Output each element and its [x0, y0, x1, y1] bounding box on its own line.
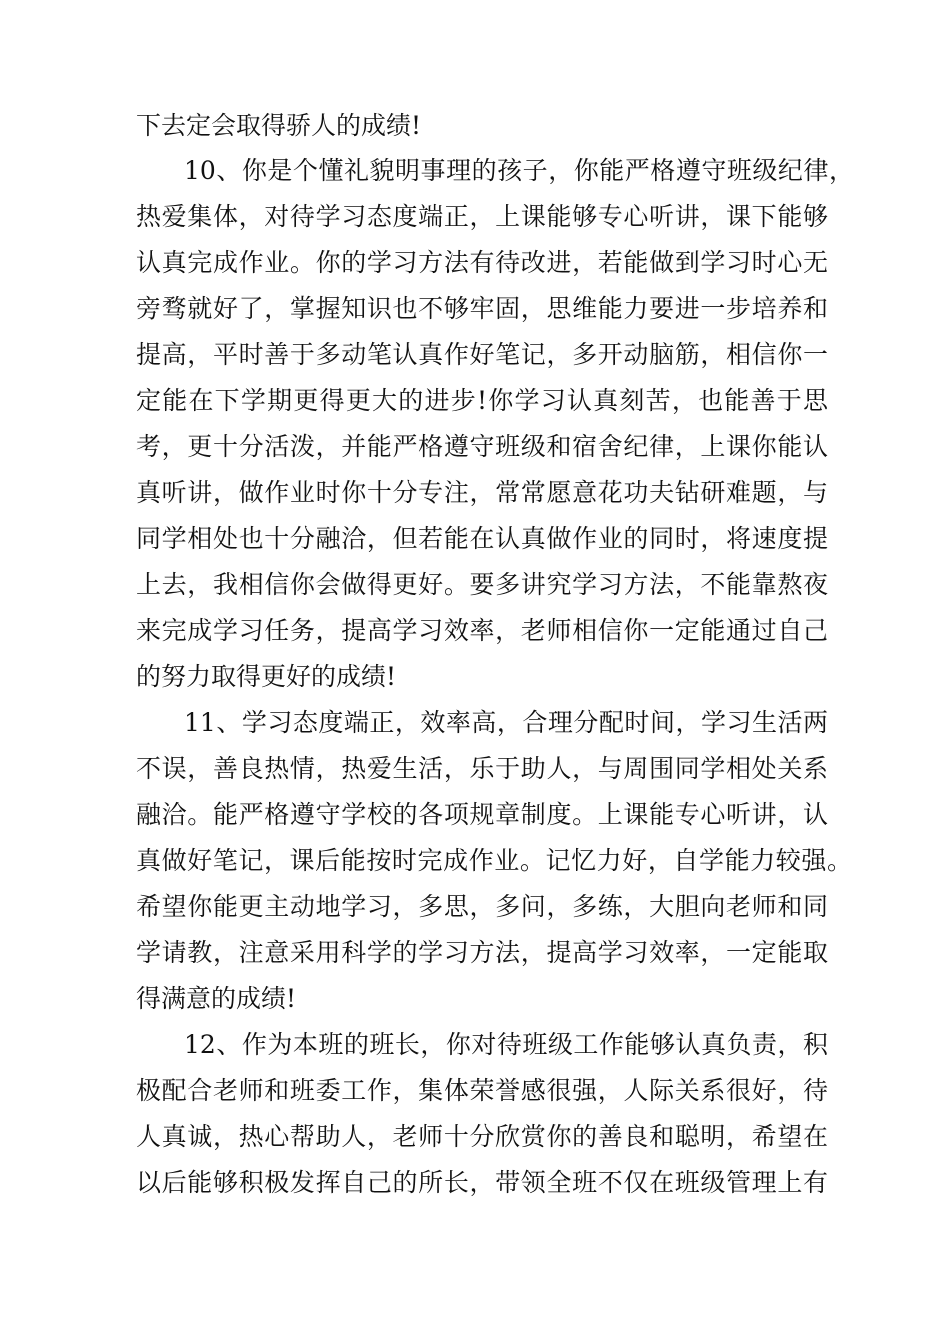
text-line: 人真诚，热心帮助人，老师十分欣赏你的善良和聪明，希望在 — [136, 1122, 828, 1151]
text-line: 提高，平时善于多动笔认真作好笔记，多开动脑筋，相信你一 — [136, 340, 828, 369]
text-line: 希望你能更主动地学习，多思，多问，多练，大胆向老师和同 — [136, 892, 828, 921]
text-line: 以后能够积极发挥自己的所长，带领全班不仅在班级管理上有 — [136, 1168, 828, 1197]
text-line: 的努力取得更好的成绩! — [136, 662, 397, 691]
text-line: 同学相处也十分融洽，但若能在认真做作业的同时，将速度提 — [136, 524, 828, 553]
paragraph-10-first-line: 10、你是个懂礼貌明事理的孩子，你能严格遵守班级纪律， — [184, 156, 854, 185]
text-line: 旁骛就好了，掌握知识也不够牢固，思维能力要进一步培养和 — [136, 294, 828, 323]
text-line: 认真完成作业。你的学习方法有待改进，若能做到学习时心无 — [136, 248, 828, 277]
paragraph-12-first-line: 12、作为本班的班长，你对待班级工作能够认真负责，积 — [184, 1030, 828, 1059]
text-line: 不误，善良热情，热爱生活，乐于助人，与周围同学相处关系 — [136, 754, 828, 783]
text-line: 下去定会取得骄人的成绩! — [136, 111, 422, 140]
text-line: 来完成学习任务，提高学习效率，老师相信你一定能通过自己 — [136, 616, 828, 645]
text-line: 上去，我相信你会做得更好。要多讲究学习方法，不能靠熬夜 — [136, 570, 828, 599]
paragraph-11-first-line: 11、学习态度端正，效率高，合理分配时间，学习生活两 — [184, 708, 828, 737]
text-line: 热爱集体，对待学习态度端正，上课能够专心听讲，课下能够 — [136, 202, 828, 231]
text-line: 考，更十分活泼，并能严格遵守班级和宿舍纪律，上课你能认 — [136, 432, 828, 461]
text-line: 极配合老师和班委工作，集体荣誉感很强，人际关系很好，待 — [136, 1076, 828, 1105]
text-line: 学请教，注意采用科学的学习方法，提高学习效率，一定能取 — [136, 938, 828, 967]
text-line: 真做好笔记，课后能按时完成作业。记忆力好，自学能力较强。 — [136, 846, 852, 875]
text-line: 得满意的成绩! — [136, 984, 297, 1013]
text-line: 融洽。能严格遵守学校的各项规章制度。上课能专心听讲，认 — [136, 800, 828, 829]
text-line: 定能在下学期更得更大的进步!你学习认真刻苦，也能善于思 — [136, 386, 828, 415]
text-line: 真听讲，做作业时你十分专注，常常愿意花功夫钻研难题，与 — [136, 478, 828, 507]
